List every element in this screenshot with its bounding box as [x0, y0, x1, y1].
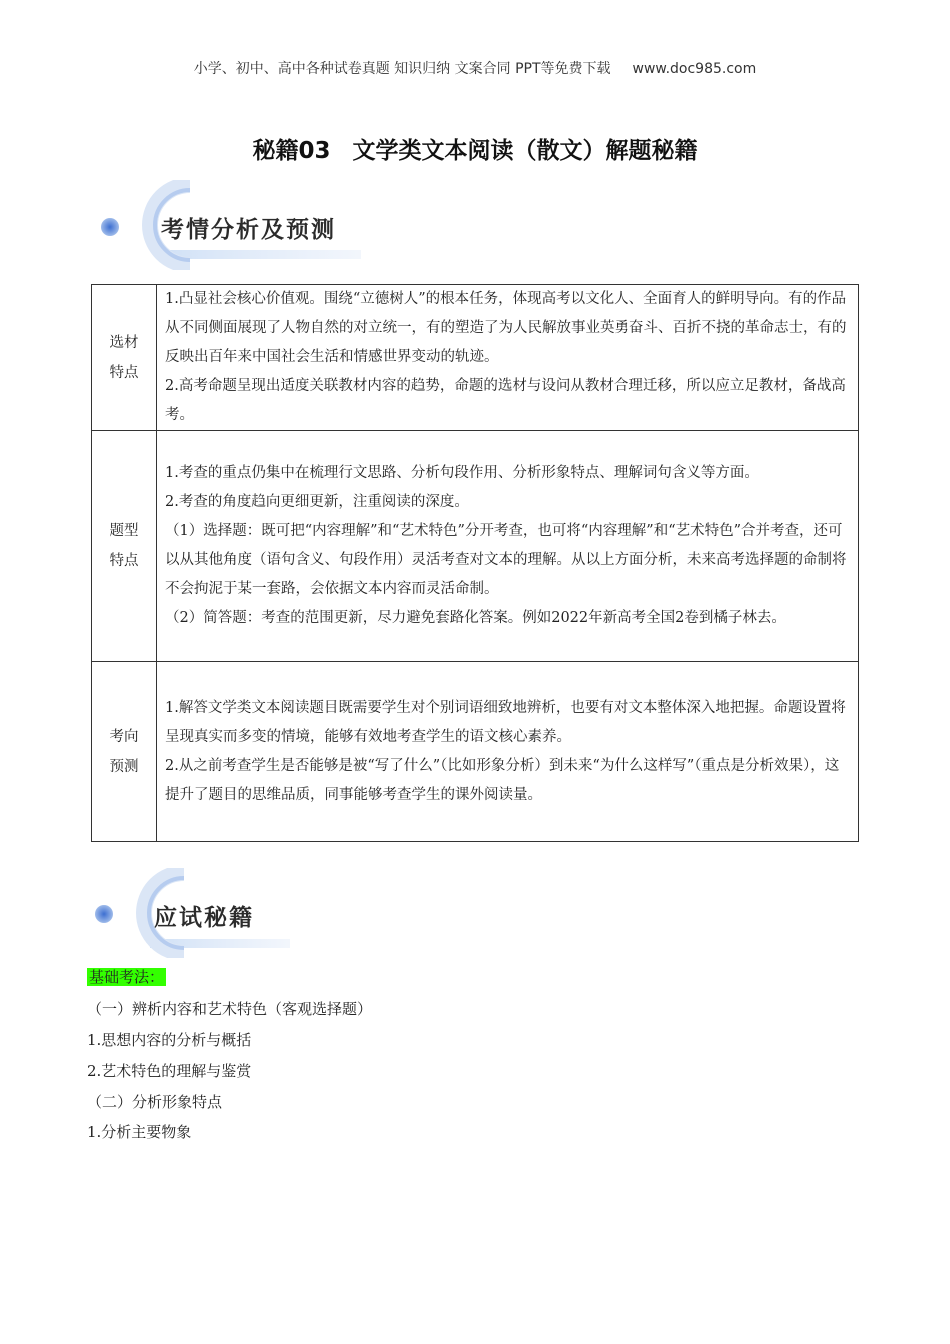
highlight-label: 基础考法： [89, 968, 165, 986]
section-banner-tips [92, 868, 302, 958]
body-line: （二）分析形象特点 [87, 1093, 223, 1111]
body-line: （一）辨析内容和艺术特色（客观选择题） [87, 1000, 373, 1018]
header-url[interactable]: www.doc985.com [632, 61, 757, 77]
paragraph: （1）选择题：既可把“内容理解”和“艺术特色”分开考查，也可将“内容理解”和“艺术特色”合并考查，还可以从其他角度（语句含义、句段作用）灵活考查对文本的理解。从以上方面分析，未来高考选择题的命制将不会拘泥于某一套路，会依据文本内容而灵活命制。 [165, 523, 847, 597]
table-row [92, 431, 859, 662]
paragraph: 1.解答文学类文本阅读题目既需要学生对个别词语细致地辨析，也要有对文本整体深入地把握。命题设置将呈现真实而多变的情境，能够有效地考查学生的语文核心素养。 [165, 699, 846, 745]
body-line: 1.思想内容的分析与概括 [87, 1031, 252, 1049]
title-main: 文学类文本阅读（散文）解题秘籍 [352, 138, 698, 164]
row-content [157, 285, 859, 431]
section-heading-analysis: 考情分析及预测 [161, 217, 336, 243]
paragraph: 1.考查的重点仍集中在梳理行文思路、分析句段作用、分析形象特点、理解词句含义等方面。 [165, 465, 759, 481]
paragraph: 2.从之前考查学生是否能够是被“写了什么”（比如形象分析）到未来“为什么这样写”（重点是分析效果），这提升了题目的思维品质，同事能够考查学生的课外阅读量。 [165, 757, 840, 803]
row-label: 题型 特点 [92, 431, 157, 662]
title-prefix: 秘籍03 [252, 138, 331, 164]
header-text: 小学、初中、高中各种试卷真题 知识归纳 文案合同 PPT等免费下载 [193, 61, 611, 77]
paragraph: 2.高考命题呈现出适度关联教材内容的趋势，命题的选材与设问从教材合理迁移，所以应立足教材，备战高考。 [165, 378, 846, 423]
row-label: 选材 特点 [92, 285, 157, 431]
body-line: 1.分析主要物象 [87, 1123, 192, 1141]
paragraph: （2）简答题：考查的范围更新，尽力避免套路化答案。例如2022年新高考全国2卷到橘子林去。 [165, 610, 786, 626]
paragraph: 2.考查的角度趋向更细更新，注重阅读的深度。 [165, 494, 469, 510]
page-title [0, 132, 950, 165]
table-row [92, 285, 859, 431]
table-row [92, 662, 859, 842]
paragraph: 1.凸显社会核心价值观。围绕“立德树人”的根本任务，体现高考以文化人、全面育人的鲜明导向。有的作品从不同侧面展现了人物自然的对立统一，有的塑造了为人民解放事业英勇奋斗、百折不挠的革命志士，有的反映出百年来中国社会生活和情感世界变动的轨迹。 [165, 291, 847, 365]
analysis-table [91, 284, 859, 842]
section-banner-analysis [96, 180, 376, 270]
section-heading-tips: 应试秘籍 [154, 905, 254, 931]
page-header [0, 58, 950, 78]
row-label: 考向 预测 [92, 662, 157, 842]
body-line: 2.艺术特色的理解与鉴赏 [87, 1062, 252, 1080]
row-content [157, 662, 859, 842]
row-content [157, 431, 859, 662]
